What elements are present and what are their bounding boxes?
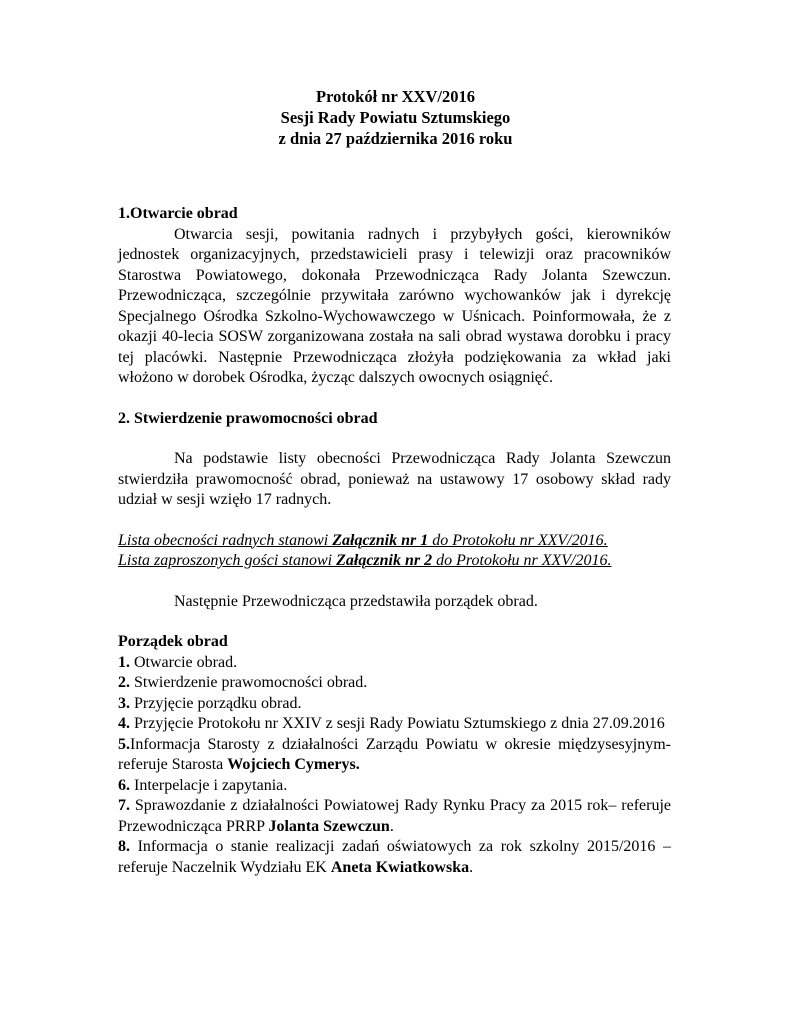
title-line-3: z dnia 27 października 2016 roku (278, 129, 513, 148)
attachment-line: Lista obecności radnych stanowi Załącznik nr 1 do Protokołu nr XXV/2016. (118, 531, 608, 549)
section-2-heading: 2. Stwierdzenie prawomocności obrad (118, 409, 378, 427)
agenda-item: 7. Sprawozdanie z działalności Powiatowej Rady Rynku Pracy za 2015 rok– referuje Przewodnicząca PRRP Jolanta Szewczun. (118, 797, 671, 835)
title-line-2: Sesji Rady Powiatu Sztumskiego (280, 108, 511, 127)
title-line-1: Protokół nr XXV/2016 (316, 87, 475, 106)
section-1-heading: 1.Otwarcie obrad (118, 205, 238, 222)
attachment-line: Lista zaproszonych gości stanowi Załącznik nr 2 do Protokołu nr XXV/2016. (118, 552, 612, 569)
agenda-item: 4. Przyjęcie Protokołu nr XXIV z sesji Rady Powiatu Sztumskiego z dnia 27.09.2016 (118, 715, 665, 732)
agenda-item: 1. Otwarcie obrad. (118, 653, 238, 671)
agenda-heading: Porządek obrad (118, 633, 228, 650)
agenda-intro: Następnie Przewodnicząca przedstawiła porządek obrad. (174, 592, 538, 610)
agenda-item: 6. Interpelacje i zapytania. (118, 776, 288, 794)
document-body (118, 204, 671, 878)
document-title (0, 86, 791, 149)
section-2-paragraph: Na podstawie listy obecności Przewodnicząca Rady Jolanta Szewczun stwierdziła prawomocność obrad, ponieważ na ustawowy 17 osobowy skład rady udział w sesji wzięło 17 radnych. (118, 450, 671, 508)
agenda-item: 3. Przyjęcie porządku obrad. (118, 694, 302, 712)
agenda-item: 2. Stwierdzenie prawomocności obrad. (118, 674, 368, 691)
section-1-paragraph: Otwarcia sesji, powitania radnych i przybyłych gości, kierowników jednostek organizacyjnych, przedstawicieli prasy i telewizji oraz pracowników Starostwa Powiatowego, dokonała Przewodnicząca Rady Jolanta Szewczun. Przewodnicząca, szczególnie przywitała zarówno wychowanków jak i dyrekcję Specjalnego Ośrodka Szkolno-Wychowawczego w Uśnicach. Poinformowała, że z okazji 40-lecia SOSW zorganizowana została na sali obrad wystawa dorobku i pracy tej placówki. Następnie Przewodnicząca złożyła podziękowania za wkład jaki włożono w dorobek Ośrodka, życząc dalszych owocnych osiągnięć. (118, 225, 671, 386)
agenda-item: 5.Informacja Starosty z działalności Zarządu Powiatu w okresie międzysesyjnym- referuje Starosta Wojciech Cymerys. (118, 735, 671, 773)
agenda-item: 8. Informacja o stanie realizacji zadań oświatowych za rok szkolny 2015/2016 – referuje Naczelnik Wydziału EK Aneta Kwiatkowska. (118, 838, 671, 876)
